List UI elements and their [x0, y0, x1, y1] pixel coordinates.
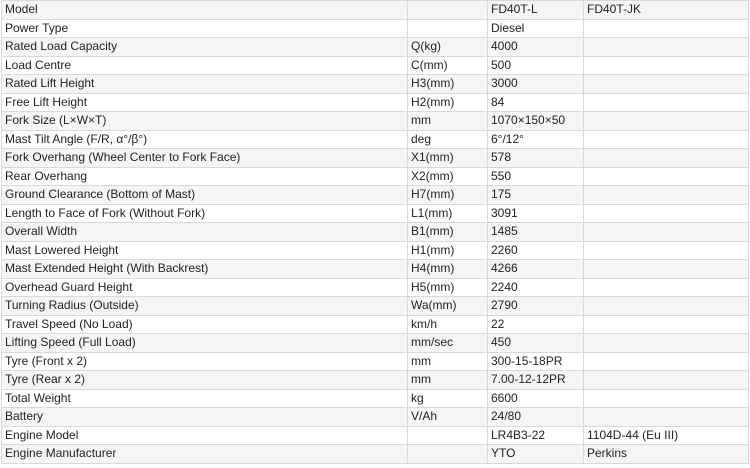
spec-name-cell: Tyre (Front x 2)	[2, 352, 408, 371]
spec-value2-cell	[584, 334, 749, 353]
table-row	[2, 315, 749, 334]
table-row	[2, 186, 749, 205]
spec-name-cell: Overall Width	[2, 223, 408, 242]
spec-value2-cell	[584, 38, 749, 57]
spec-value2-cell	[584, 112, 749, 131]
spec-value-cell: 84	[488, 93, 584, 112]
spec-name-cell: Engine Manufacturer	[2, 445, 408, 464]
spec-name-cell: Fork Size (L×W×T)	[2, 112, 408, 131]
spec-value-cell: 4000	[488, 38, 584, 57]
spec-name-cell: Mast Tilt Angle (F/R, α°/β°)	[2, 130, 408, 149]
spec-value2-cell	[584, 56, 749, 75]
spec-value2-cell	[584, 278, 749, 297]
spec-value-cell: 6600	[488, 389, 584, 408]
spec-unit-cell: H1(mm)	[408, 241, 488, 260]
spec-name-cell: Mast Extended Height (With Backrest)	[2, 260, 408, 279]
spec-name-cell: Model	[2, 1, 408, 20]
spec-name-cell: Rated Load Capacity	[2, 38, 408, 57]
spec-value-cell: 3000	[488, 75, 584, 94]
spec-value2-cell	[584, 260, 749, 279]
table-row	[2, 297, 749, 316]
spec-unit-cell: X1(mm)	[408, 149, 488, 168]
table-row	[2, 75, 749, 94]
spec-value-cell: 175	[488, 186, 584, 205]
spec-value-cell: 1070×150×50	[488, 112, 584, 131]
spec-unit-cell: V/Ah	[408, 408, 488, 427]
spec-value-cell: 578	[488, 149, 584, 168]
table-row	[2, 352, 749, 371]
table-row	[2, 260, 749, 279]
spec-value-cell: 7.00-12-12PR	[488, 371, 584, 390]
spec-unit-cell	[408, 19, 488, 38]
spec-unit-cell: H3(mm)	[408, 75, 488, 94]
spec-unit-cell: B1(mm)	[408, 223, 488, 242]
spec-value2-cell	[584, 149, 749, 168]
table-row	[2, 445, 749, 464]
table-row	[2, 408, 749, 427]
table-row	[2, 130, 749, 149]
spec-table	[1, 0, 749, 464]
spec-name-cell: Turning Radius (Outside)	[2, 297, 408, 316]
spec-unit-cell: H7(mm)	[408, 186, 488, 205]
spec-value2-cell	[584, 408, 749, 427]
spec-value-cell: 24/80	[488, 408, 584, 427]
spec-unit-cell	[408, 1, 488, 20]
spec-unit-cell: C(mm)	[408, 56, 488, 75]
spec-value-cell: 4266	[488, 260, 584, 279]
spec-name-cell: Engine Model	[2, 426, 408, 445]
spec-name-cell: Battery	[2, 408, 408, 427]
spec-value-cell: 550	[488, 167, 584, 186]
spec-name-cell: Power Type	[2, 19, 408, 38]
spec-value-cell: Diesel	[488, 19, 584, 38]
table-row	[2, 241, 749, 260]
spec-table-body	[2, 1, 749, 464]
spec-value-cell: FD40T-L	[488, 1, 584, 20]
spec-value2-cell	[584, 130, 749, 149]
spec-unit-cell: kg	[408, 389, 488, 408]
spec-unit-cell: L1(mm)	[408, 204, 488, 223]
spec-name-cell: Load Centre	[2, 56, 408, 75]
spec-value2-cell	[584, 315, 749, 334]
spec-value-cell: LR4B3-22	[488, 426, 584, 445]
spec-value2-cell	[584, 93, 749, 112]
spec-unit-cell: km/h	[408, 315, 488, 334]
spec-value2-cell	[584, 223, 749, 242]
spec-name-cell: Travel Speed (No Load)	[2, 315, 408, 334]
table-row	[2, 223, 749, 242]
spec-name-cell: Rear Overhang	[2, 167, 408, 186]
spec-value-cell: 500	[488, 56, 584, 75]
spec-value-cell: 3091	[488, 204, 584, 223]
spec-value2-cell	[584, 241, 749, 260]
spec-value2-cell	[584, 371, 749, 390]
spec-name-cell: Ground Clearance (Bottom of Mast)	[2, 186, 408, 205]
spec-value2-cell: FD40T-JK	[584, 1, 749, 20]
spec-unit-cell: H5(mm)	[408, 278, 488, 297]
table-row	[2, 112, 749, 131]
table-row	[2, 1, 749, 20]
spec-unit-cell: mm	[408, 112, 488, 131]
spec-name-cell: Lifting Speed (Full Load)	[2, 334, 408, 353]
table-row	[2, 38, 749, 57]
table-row	[2, 56, 749, 75]
spec-value-cell: 450	[488, 334, 584, 353]
spec-name-cell: Length to Face of Fork (Without Fork)	[2, 204, 408, 223]
spec-value2-cell	[584, 186, 749, 205]
table-row	[2, 389, 749, 408]
table-row	[2, 278, 749, 297]
spec-value-cell: 2240	[488, 278, 584, 297]
table-row	[2, 334, 749, 353]
spec-unit-cell	[408, 445, 488, 464]
spec-name-cell: Tyre (Rear x 2)	[2, 371, 408, 390]
spec-name-cell: Fork Overhang (Wheel Center to Fork Face)	[2, 149, 408, 168]
spec-value2-cell	[584, 297, 749, 316]
spec-unit-cell: mm	[408, 352, 488, 371]
spec-value2-cell: Perkins	[584, 445, 749, 464]
spec-value2-cell	[584, 352, 749, 371]
spec-unit-cell: Wa(mm)	[408, 297, 488, 316]
table-row	[2, 371, 749, 390]
spec-value-cell: 2260	[488, 241, 584, 260]
spec-unit-cell: Q(kg)	[408, 38, 488, 57]
spec-value-cell: 22	[488, 315, 584, 334]
spec-unit-cell: mm/sec	[408, 334, 488, 353]
spec-value2-cell	[584, 75, 749, 94]
spec-name-cell: Total Weight	[2, 389, 408, 408]
spec-unit-cell: deg	[408, 130, 488, 149]
table-row	[2, 204, 749, 223]
spec-value-cell: 1485	[488, 223, 584, 242]
spec-value2-cell	[584, 19, 749, 38]
table-row	[2, 19, 749, 38]
spec-unit-cell	[408, 426, 488, 445]
spec-unit-cell: mm	[408, 371, 488, 390]
spec-value2-cell: 1104D-44 (Eu III)	[584, 426, 749, 445]
spec-name-cell: Mast Lowered Height	[2, 241, 408, 260]
spec-value2-cell	[584, 204, 749, 223]
spec-unit-cell: H4(mm)	[408, 260, 488, 279]
table-row	[2, 149, 749, 168]
spec-value2-cell	[584, 389, 749, 408]
table-row	[2, 426, 749, 445]
spec-value-cell: 2790	[488, 297, 584, 316]
spec-name-cell: Rated Lift Height	[2, 75, 408, 94]
spec-unit-cell: H2(mm)	[408, 93, 488, 112]
spec-value-cell: 6°/12°	[488, 130, 584, 149]
table-row	[2, 167, 749, 186]
spec-name-cell: Free Lift Height	[2, 93, 408, 112]
table-row	[2, 93, 749, 112]
spec-unit-cell: X2(mm)	[408, 167, 488, 186]
spec-value2-cell	[584, 167, 749, 186]
spec-value-cell: 300-15-18PR	[488, 352, 584, 371]
spec-name-cell: Overhead Guard Height	[2, 278, 408, 297]
spec-value-cell: YTO	[488, 445, 584, 464]
